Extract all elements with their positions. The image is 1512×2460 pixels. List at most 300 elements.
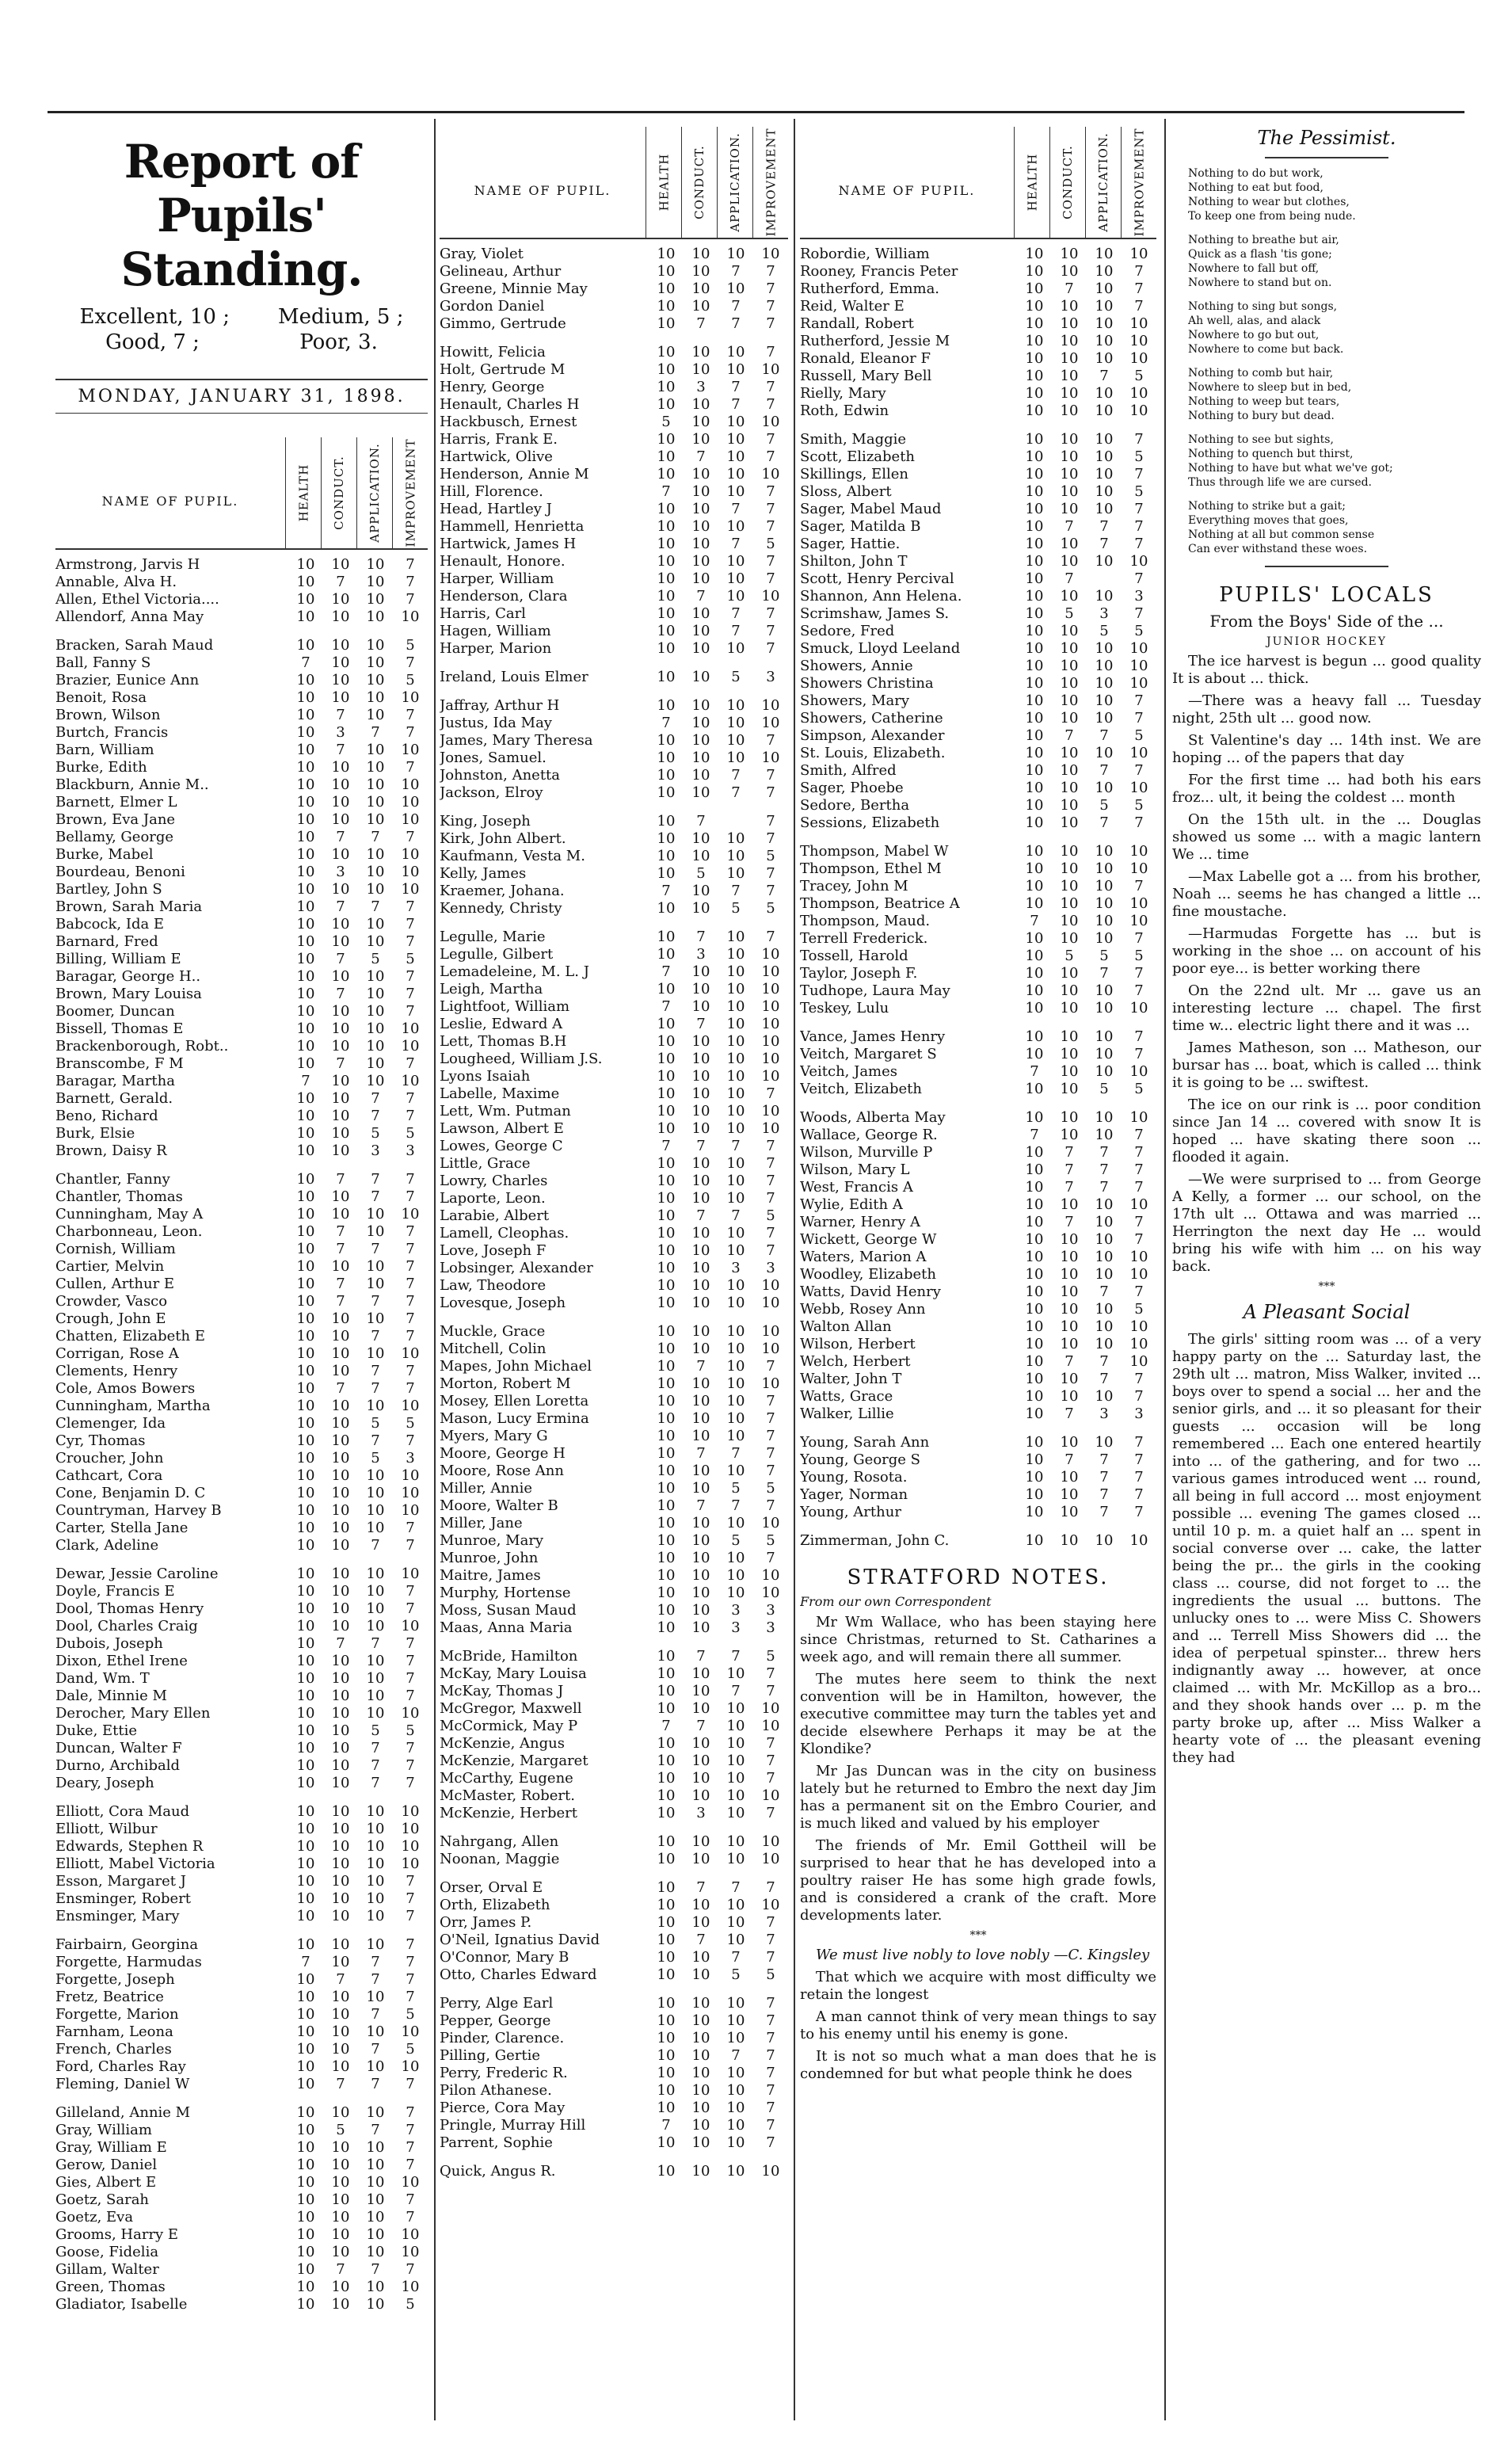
improvement-score: 7 <box>766 483 775 500</box>
application-score: 7 <box>371 1635 380 1652</box>
health-score: 10 <box>657 2065 676 2081</box>
maxim: It is not so much what a man does that he is condemned for but what people think he does <box>800 2048 1156 2082</box>
improvement-score: 7 <box>766 1173 775 1189</box>
health-score: 10 <box>657 2030 676 2046</box>
application-score: 10 <box>366 1398 385 1414</box>
health-score: 10 <box>1025 640 1044 657</box>
pupil-name: Elliott, Cora Maud <box>55 1803 190 1820</box>
health-score: 10 <box>1025 1144 1044 1161</box>
table-row <box>800 570 1156 588</box>
application-score: 10 <box>366 1705 385 1722</box>
poem-line: Ah well, alas, and alack <box>1188 315 1321 327</box>
improvement-score: 7 <box>766 1393 775 1409</box>
application-score: 10 <box>366 776 385 793</box>
improvement-score: 7 <box>406 1188 415 1205</box>
health-score: 7 <box>661 715 671 731</box>
health-score: 10 <box>1025 1081 1044 1097</box>
pupil-name: Otto, Charles Edward <box>440 1966 597 1983</box>
health-score: 10 <box>1025 263 1044 280</box>
conduct-score: 10 <box>1060 1249 1079 1265</box>
table-row <box>800 1353 1156 1371</box>
conduct-score: 10 <box>331 1936 350 1953</box>
improvement-score: 5 <box>1134 483 1144 500</box>
health-score: 10 <box>657 431 676 448</box>
pupil-name: O'Connor, Mary B <box>440 1949 569 1966</box>
health-score: 10 <box>657 1207 676 1224</box>
conduct-score: 10 <box>691 1260 710 1276</box>
application-score: 10 <box>366 968 385 985</box>
health-score: 10 <box>657 946 676 963</box>
health-score: 10 <box>1025 1318 1044 1335</box>
poem-line: To keep one from being nude. <box>1188 210 1356 223</box>
health-score: 10 <box>296 1432 315 1449</box>
conduct-score: 10 <box>691 1770 710 1787</box>
pupil-name: Burke, Mabel <box>55 846 154 863</box>
pupil-name: Veitch, Elizabeth <box>800 1081 922 1097</box>
pupil-name: Gilleland, Annie M <box>55 2104 191 2121</box>
conduct-score: 10 <box>691 605 710 622</box>
pupil-name: Legulle, Marie <box>440 929 546 945</box>
health-score: 10 <box>296 1635 315 1652</box>
conduct-score: 10 <box>691 1851 710 1867</box>
table-row <box>55 759 428 776</box>
table-row <box>55 2279 428 2296</box>
conduct-score: 10 <box>1060 263 1079 280</box>
table-row <box>440 813 788 830</box>
pupil-name: Myers, Mary G <box>440 1428 548 1444</box>
application-score: 7 <box>371 1432 380 1449</box>
conduct-score: 10 <box>331 2006 350 2023</box>
improvement-score: 7 <box>1134 1283 1144 1300</box>
application-score: 7 <box>371 1188 380 1205</box>
health-score: 10 <box>296 637 315 654</box>
report-title: Report of Pupils' Standing. <box>120 135 363 296</box>
conduct-score: 10 <box>691 981 710 997</box>
application-score: 10 <box>726 2134 745 2151</box>
application-score: 10 <box>726 1463 745 1479</box>
conduct-score: 10 <box>691 623 710 639</box>
stratford-paragraph: Mr Jas Duncan was in the city on business lately but he returned to Embro the next day Jim has a permanent sit on the Embro Courier, and is much liked and valued by his employer <box>800 1763 1156 1832</box>
conduct-score: 7 <box>1064 727 1074 744</box>
health-score: 10 <box>657 315 676 332</box>
application-score: 7 <box>371 1537 380 1554</box>
application-score: 7 <box>371 1380 380 1397</box>
application-score: 10 <box>366 1873 385 1890</box>
table-row <box>440 1497 788 1515</box>
name-header: NAME OF PUPIL. <box>474 183 611 198</box>
pupil-name: Henderson, Annie M <box>440 466 589 482</box>
pupil-name: Showers Christina <box>800 675 934 692</box>
health-score: 10 <box>657 1585 676 1601</box>
application-score: 10 <box>1095 1266 1114 1283</box>
application-score: 5 <box>371 1125 380 1142</box>
health-score: 10 <box>296 742 315 758</box>
table-row <box>440 361 788 379</box>
table-row <box>440 900 788 917</box>
pupil-name: Waters, Marion A <box>800 1249 927 1265</box>
pupil-name: Burtch, Francis <box>55 724 169 741</box>
column-2 <box>440 119 788 2428</box>
column-1 <box>55 119 428 2428</box>
table-row <box>440 1619 788 1637</box>
health-score: 10 <box>296 1467 315 1484</box>
health-score: 10 <box>1025 1179 1044 1196</box>
application-score: 10 <box>1095 483 1114 500</box>
improvement-score: 10 <box>401 608 420 625</box>
conduct-score: 10 <box>1060 315 1079 332</box>
conduct-score: 10 <box>691 536 710 552</box>
pupil-name: Ronald, Eleanor F <box>800 350 931 367</box>
pupil-name: Mapes, John Michael <box>440 1358 592 1375</box>
table-row <box>440 1225 788 1242</box>
conduct-score: 10 <box>331 1520 350 1536</box>
conduct-score: 10 <box>691 767 710 784</box>
health-score: 10 <box>296 1310 315 1327</box>
improvement-score: 7 <box>406 2139 415 2156</box>
pupil-name: Pinder, Clarence. <box>440 2030 565 2046</box>
table-row <box>440 1295 788 1312</box>
improvement-score: 7 <box>406 898 415 915</box>
conduct-score: 10 <box>331 968 350 985</box>
poem-line: Nothing to see but sights, <box>1188 433 1334 446</box>
health-score: 10 <box>1025 518 1044 535</box>
pupil-name: Lemadeleine, M. L. J <box>440 963 589 980</box>
conduct-score: 3 <box>336 724 345 741</box>
table-row <box>440 1375 788 1393</box>
table-row <box>800 675 1156 692</box>
pupil-name: Pepper, George <box>440 2012 551 2029</box>
improvement-score: 10 <box>761 1016 780 1032</box>
health-score: 10 <box>657 1966 676 1983</box>
health-score: 10 <box>1025 246 1044 262</box>
health-score: 10 <box>657 263 676 280</box>
application-score: 10 <box>366 1502 385 1519</box>
conduct-score: 10 <box>691 1410 710 1427</box>
conduct-score: 10 <box>1060 1063 1079 1080</box>
improvement-score: 7 <box>1134 1214 1144 1230</box>
table-row <box>800 895 1156 913</box>
stratford-paragraph: The mutes here seem to think the next convention will be in Hamilton, however, the executive committee may turn the tables yet and decide elsewhere Perhaps it may be at the Klondike? <box>800 1671 1156 1757</box>
improvement-score: 7 <box>1134 762 1144 779</box>
table-row <box>800 605 1156 623</box>
application-score: 7 <box>731 2047 741 2064</box>
table-row <box>440 315 788 333</box>
improvement-score: 7 <box>406 1583 415 1600</box>
application-score: 10 <box>366 637 385 654</box>
improvement-score: 7 <box>766 1550 775 1566</box>
pupil-name: Sedore, Fred <box>800 623 895 639</box>
conduct-score: 10 <box>331 1432 350 1449</box>
pupil-name: Cole, Amos Bowers <box>55 1380 196 1397</box>
improvement-score: 10 <box>761 1103 780 1119</box>
application-score: 10 <box>726 1753 745 1769</box>
conduct-score: 7 <box>696 1879 706 1896</box>
health-score: 10 <box>296 556 315 573</box>
conduct-score: 10 <box>1060 895 1079 912</box>
improvement-score: 7 <box>406 1971 415 1988</box>
application-score: 10 <box>726 280 745 297</box>
pupil-name: Kennedy, Christy <box>440 900 562 917</box>
improvement-score: 7 <box>766 1242 775 1259</box>
health-score: 10 <box>1025 483 1044 500</box>
improvement-score: 10 <box>761 1277 780 1294</box>
conduct-score: 10 <box>331 1537 350 1554</box>
application-score: 7 <box>1099 1486 1109 1503</box>
row-gap <box>440 686 788 697</box>
improvement-score: 7 <box>766 344 775 360</box>
application-score: 7 <box>371 724 380 741</box>
table-row <box>800 518 1156 536</box>
improvement-score: 10 <box>401 1502 420 1519</box>
improvement-score: 7 <box>406 1171 415 1188</box>
application-score: 7 <box>1099 814 1109 831</box>
pupil-name: Cullen, Arthur E <box>55 1276 175 1292</box>
table-row <box>55 1520 428 1537</box>
improvement-score: 7 <box>766 2100 775 2116</box>
application-score: 7 <box>1099 1283 1109 1300</box>
improvement-score: 7 <box>406 1908 415 1924</box>
conduct-score: 10 <box>331 1566 350 1582</box>
conduct-score: 10 <box>1060 982 1079 999</box>
table-row <box>440 536 788 553</box>
conduct-score: 10 <box>691 2100 710 2116</box>
conduct-score: 10 <box>691 1949 710 1966</box>
application-score: 10 <box>1095 466 1114 482</box>
table-row <box>440 431 788 448</box>
improvement-score: 5 <box>766 1966 775 1983</box>
table-row <box>440 1879 788 1897</box>
application-score: 10 <box>366 707 385 723</box>
application-score: 3 <box>371 1142 380 1159</box>
table-row <box>440 1567 788 1585</box>
application-score: 10 <box>1095 1000 1114 1016</box>
application-score: 10 <box>366 591 385 608</box>
health-score: 10 <box>1025 280 1044 297</box>
pupil-name: Elliott, Wilbur <box>55 1821 158 1837</box>
pupil-name: Tracey, John M <box>800 878 908 894</box>
improvement-score: 3 <box>1134 1405 1144 1422</box>
health-score: 10 <box>657 518 676 535</box>
pupil-name: Tudhope, Laura May <box>800 982 950 999</box>
conduct-score: 10 <box>691 1341 710 1357</box>
health-score: 10 <box>1025 814 1044 831</box>
conduct-score: 10 <box>1060 1336 1079 1352</box>
application-score <box>1087 570 1122 588</box>
pupil-name: Dubois, Joseph <box>55 1635 163 1652</box>
health-score: 10 <box>296 2104 315 2121</box>
row-gap <box>55 1160 428 1171</box>
pupil-name: Thompson, Beatrice A <box>800 895 960 912</box>
pupil-name: Young, George S <box>800 1451 921 1468</box>
conduct-score: 7 <box>1064 1405 1074 1422</box>
conduct-score: 10 <box>331 1890 350 1907</box>
grade-line-1 <box>55 304 428 330</box>
pupil-name: Rielly, Mary <box>800 385 886 402</box>
conduct-score: 7 <box>336 1635 345 1652</box>
conduct-score: 10 <box>331 1328 350 1344</box>
application-score: 10 <box>726 1358 745 1375</box>
table-row <box>55 2209 428 2226</box>
improvement-score: 10 <box>401 1206 420 1222</box>
conduct-score: 10 <box>331 1583 350 1600</box>
application-score: 7 <box>1099 1144 1109 1161</box>
health-score: 10 <box>657 501 676 517</box>
improvement-score: 7 <box>766 1358 775 1375</box>
poem-stanza <box>1188 366 1481 423</box>
pupil-name: Gladiator, Isabelle <box>55 2296 188 2313</box>
pupil-name: Scrimshaw, James S. <box>800 605 950 622</box>
application-score: 10 <box>726 2030 745 2046</box>
health-score: 10 <box>1025 1532 1044 1549</box>
health-score: 10 <box>296 1363 315 1379</box>
improvement-score: 7 <box>766 767 775 784</box>
improvement-score: 7 <box>766 263 775 280</box>
health-score: 10 <box>296 951 315 967</box>
pupil-name: Gies, Albert E <box>55 2174 157 2191</box>
table-row <box>440 263 788 280</box>
improvement-score: 5 <box>1134 368 1144 384</box>
conduct-score: 10 <box>1060 1504 1079 1520</box>
conduct-score: 10 <box>331 2226 350 2243</box>
health-score: 7 <box>661 963 671 980</box>
pupil-name: Zimmerman, John C. <box>800 1532 950 1549</box>
pupil-name: Walton Allan <box>800 1318 892 1335</box>
health-score: 10 <box>296 707 315 723</box>
poem-line: Nothing to breathe but air, <box>1188 234 1339 246</box>
table-row <box>55 2122 428 2139</box>
improvement-score: 7 <box>766 865 775 882</box>
health-score: 10 <box>296 1003 315 1020</box>
application-score: 10 <box>726 414 745 430</box>
conduct-score: 3 <box>696 946 706 963</box>
pupil-name: Wickett, George W <box>800 1231 937 1248</box>
application-score: 10 <box>726 518 745 535</box>
health-score: 10 <box>1025 1283 1044 1300</box>
application-score: 10 <box>1095 246 1114 262</box>
improvement-score: 10 <box>761 697 780 714</box>
conduct-score: 7 <box>336 2076 345 2092</box>
poem-line: Quick as a flash 'tis gone; <box>1188 248 1332 261</box>
health-score: 10 <box>657 1242 676 1259</box>
improvement-score: 7 <box>766 1085 775 1102</box>
application-score: 10 <box>366 654 385 671</box>
improvement-score: 10 <box>761 749 780 766</box>
application-score: 10 <box>366 846 385 863</box>
health-score: 10 <box>296 1740 315 1756</box>
improvement-score: 5 <box>1134 623 1144 639</box>
improvement-score: 10 <box>1129 658 1148 674</box>
pupil-name: Simpson, Alexander <box>800 727 945 744</box>
pupil-name: Ensminger, Robert <box>55 1890 192 1907</box>
table-row <box>800 1081 1156 1098</box>
conduct-score: 10 <box>691 518 710 535</box>
table-row <box>440 998 788 1016</box>
conduct-score: 10 <box>691 1393 710 1409</box>
application-score: 10 <box>366 556 385 573</box>
improvement-score: 5 <box>766 1532 775 1549</box>
improvement-score: 7 <box>1134 263 1144 280</box>
table-row <box>55 968 428 986</box>
conduct-score: 10 <box>1060 623 1079 639</box>
table-row <box>55 1954 428 1971</box>
application-score: 7 <box>731 263 741 280</box>
pupil-name: Chantler, Thomas <box>55 1188 183 1205</box>
conduct-score: 5 <box>336 2122 345 2138</box>
pupil-name: Jones, Samuel. <box>440 749 547 766</box>
poem-line: Nothing to have but what we've got; <box>1188 462 1393 475</box>
pupil-name: Sager, Phoebe <box>800 780 904 796</box>
improvement-score: 10 <box>761 963 780 980</box>
health-score: 10 <box>657 1295 676 1311</box>
locals-paragraph: —Harmudas Forgette has ... but is working in the shoe ... on account of his poor eye... is better working there <box>1172 925 1481 977</box>
improvement-score: 10 <box>401 1073 420 1089</box>
pupil-name: Lawson, Albert E <box>440 1120 564 1137</box>
pupil-name: Lett, Thomas B.H <box>440 1033 567 1050</box>
conduct-score: 10 <box>1060 1371 1079 1387</box>
improvement-score: 7 <box>766 1190 775 1207</box>
pupil-name: Legulle, Gilbert <box>440 946 554 963</box>
application-score: 10 <box>726 431 745 448</box>
table-row <box>55 1670 428 1688</box>
pupil-name: Orser, Orval E <box>440 1879 543 1896</box>
pupil-name: James, Mary Theresa <box>440 732 593 749</box>
conduct-score: 7 <box>336 742 345 758</box>
conduct-score: 10 <box>691 2030 710 2046</box>
conduct-score: 10 <box>691 483 710 500</box>
application-score: 10 <box>726 1550 745 1566</box>
conduct-score: 5 <box>1064 605 1074 622</box>
table-row <box>55 811 428 829</box>
table-row <box>440 588 788 605</box>
application-score: 5 <box>731 1532 741 1549</box>
table-row <box>440 1949 788 1966</box>
pupil-name: Cunningham, Martha <box>55 1398 211 1414</box>
application-score: 7 <box>731 1648 741 1665</box>
pupil-name: Wylie, Edith A <box>800 1196 903 1213</box>
improvement-score: 7 <box>406 1890 415 1907</box>
conduct-score: 10 <box>691 466 710 482</box>
health-score: 10 <box>296 898 315 915</box>
pupil-name: Johnston, Anetta <box>440 767 561 784</box>
conduct-score: 10 <box>691 1619 710 1636</box>
health-score: 10 <box>657 1879 676 1896</box>
health-score: 10 <box>657 1051 676 1067</box>
health-score: 7 <box>1030 1127 1039 1143</box>
health-score: 10 <box>296 1258 315 1275</box>
application-score: 7 <box>371 1363 380 1379</box>
health-score: 10 <box>657 2163 676 2180</box>
pupil-name: Holt, Gertrude M <box>440 361 566 378</box>
health-score: 10 <box>657 1932 676 1948</box>
table-row <box>55 829 428 846</box>
pupil-name: Kaufmann, Vesta M. <box>440 848 585 864</box>
improvement-score: 7 <box>1134 1144 1144 1161</box>
conduct-score: 10 <box>331 1502 350 1519</box>
pupil-name: McKenzie, Angus <box>440 1735 566 1752</box>
health-score: 10 <box>296 724 315 741</box>
table-row <box>440 981 788 998</box>
table-row <box>440 1173 788 1190</box>
table-row <box>800 263 1156 280</box>
application-score: 7 <box>1099 1371 1109 1387</box>
application-score: 7 <box>1099 1353 1109 1370</box>
health-score: 10 <box>657 280 676 297</box>
application-score: 10 <box>726 361 745 378</box>
improvement-score: 7 <box>1134 536 1144 552</box>
conduct-score: 10 <box>1060 1486 1079 1503</box>
pupil-name: Burke, Edith <box>55 759 147 776</box>
health-score: 10 <box>296 1241 315 1257</box>
